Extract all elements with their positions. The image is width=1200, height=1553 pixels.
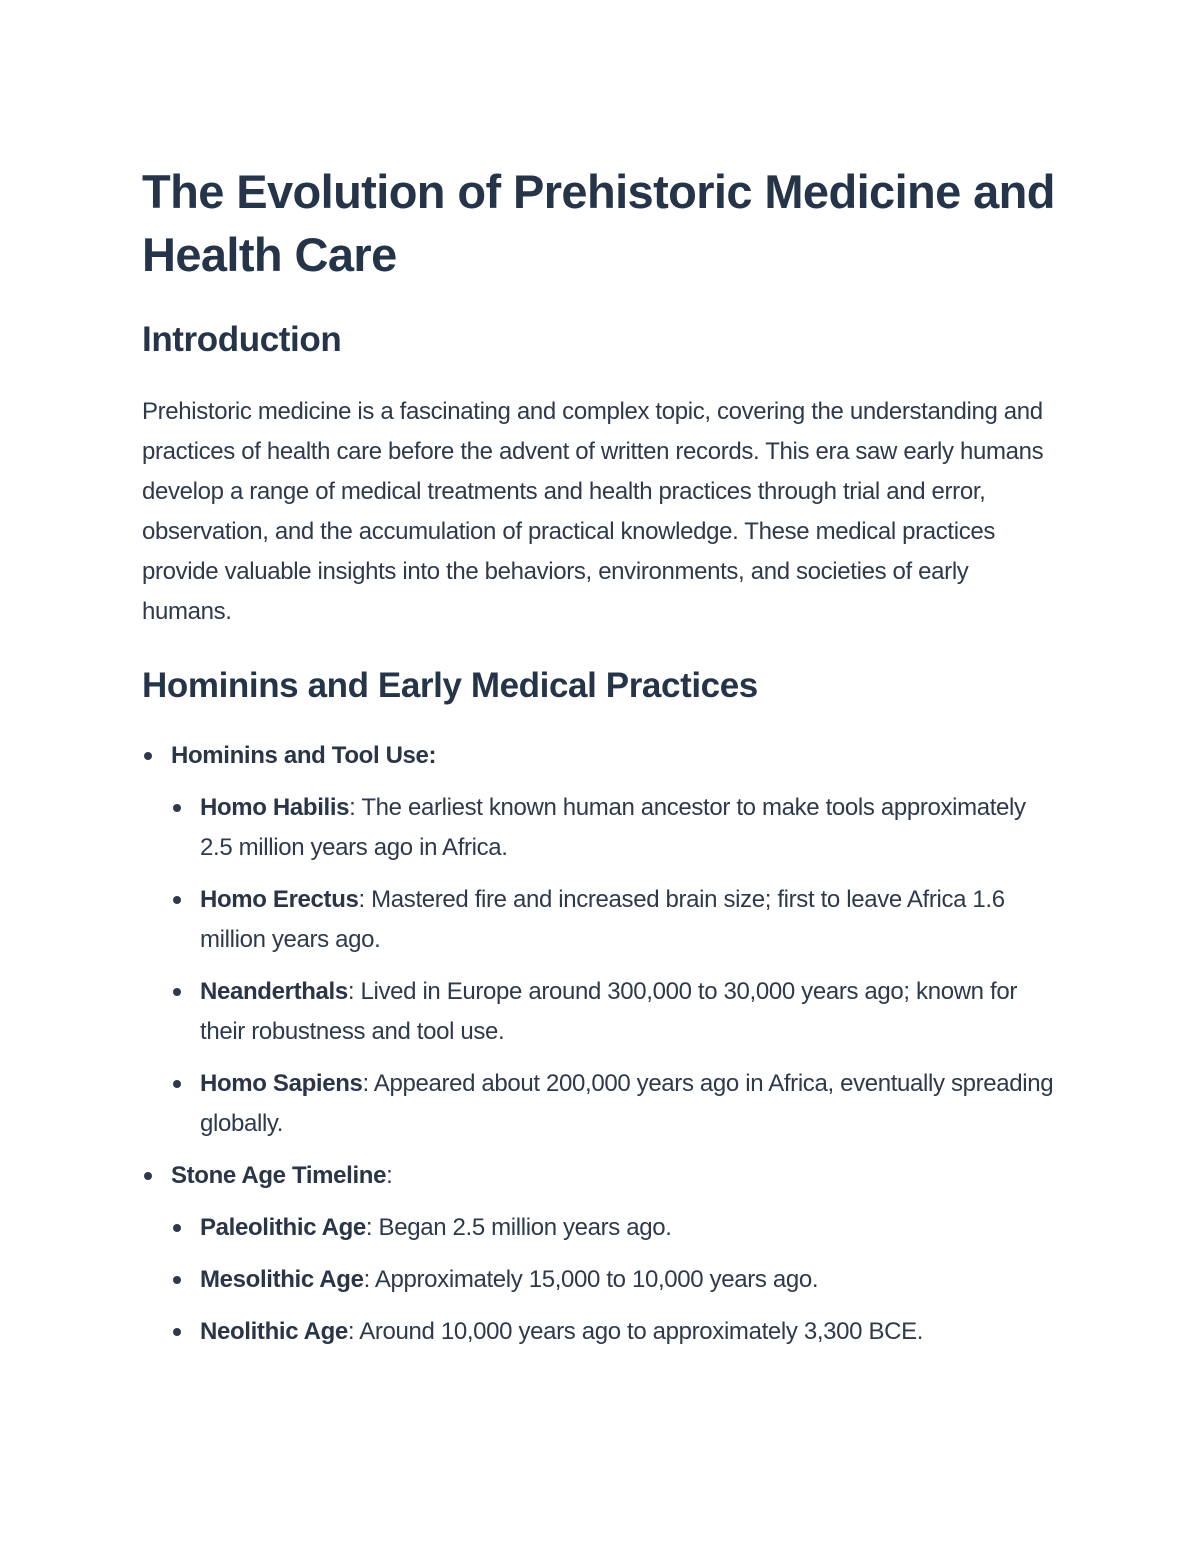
list-item — [171, 972, 1062, 1052]
list-item — [171, 1260, 1062, 1300]
item-term: Neolithic Age — [200, 1318, 348, 1345]
list-item — [171, 1208, 1062, 1248]
list-item — [171, 1064, 1062, 1144]
document-page — [142, 160, 1062, 1352]
list-item-tool-use — [142, 736, 1062, 1144]
item-text: : Mastered fire and increased brain size; first to leave Africa 1.6 million years ago. — [200, 886, 1005, 953]
bullet-icon — [173, 1224, 181, 1232]
introduction-heading: Introduction — [142, 320, 342, 359]
bullet-icon — [144, 752, 152, 760]
list-item — [171, 788, 1062, 868]
bullet-icon — [173, 1276, 181, 1284]
item-term: Mesolithic Age — [200, 1266, 364, 1293]
bullet-icon — [173, 804, 181, 812]
bullet-icon — [173, 1080, 181, 1088]
bullet-icon — [173, 896, 181, 904]
list-item — [171, 1312, 1062, 1352]
item-term: Homo Sapiens — [200, 1070, 363, 1097]
bullet-icon — [173, 1328, 181, 1336]
bullet-icon — [173, 988, 181, 996]
item-term: Homo Habilis — [200, 794, 350, 821]
hominins-heading: Hominins and Early Medical Practices — [142, 666, 758, 705]
group-label: Hominins and Tool Use: — [171, 742, 437, 769]
item-text: : Around 10,000 years ago to approximately 3,300 BCE. — [347, 1318, 924, 1345]
item-text: : Began 2.5 million years ago. — [365, 1214, 672, 1241]
item-term: Neanderthals — [200, 978, 348, 1005]
group-label-suffix: : — [386, 1162, 393, 1189]
list-item-stone-age — [142, 1156, 1062, 1352]
item-text: : Appeared about 200,000 years ago in Africa, eventually spreading globally. — [200, 1070, 1054, 1137]
introduction-paragraph: Prehistoric medicine is a fascinating and complex topic, covering the understanding and practices of health care before the advent of written records. This era saw early humans develop a range of medical treatments and health practices through trial and error, observation, and the accumulation of practical knowledge. These medical practices provide valuable insights into the behaviors, environments, and societies of early humans. — [142, 398, 1044, 625]
item-term: Paleolithic Age — [200, 1214, 366, 1241]
item-term: Homo Erectus — [200, 886, 359, 913]
item-text: : Lived in Europe around 300,000 to 30,000 years ago; known for their robustness and tool use. — [200, 978, 1017, 1045]
hominins-list — [142, 736, 1062, 1352]
sublist-stone-age — [171, 1208, 1062, 1352]
list-item — [171, 880, 1062, 960]
sublist-hominins — [171, 788, 1062, 1144]
item-text: : Approximately 15,000 to 10,000 years ago. — [363, 1266, 819, 1293]
bullet-icon — [144, 1172, 152, 1180]
page-title: The Evolution of Prehistoric Medicine and Health Care — [142, 165, 1055, 281]
item-text: : The earliest known human ancestor to make tools approximately 2.5 million years ago in Africa. — [200, 794, 1026, 861]
group-label: Stone Age Timeline — [171, 1162, 387, 1189]
